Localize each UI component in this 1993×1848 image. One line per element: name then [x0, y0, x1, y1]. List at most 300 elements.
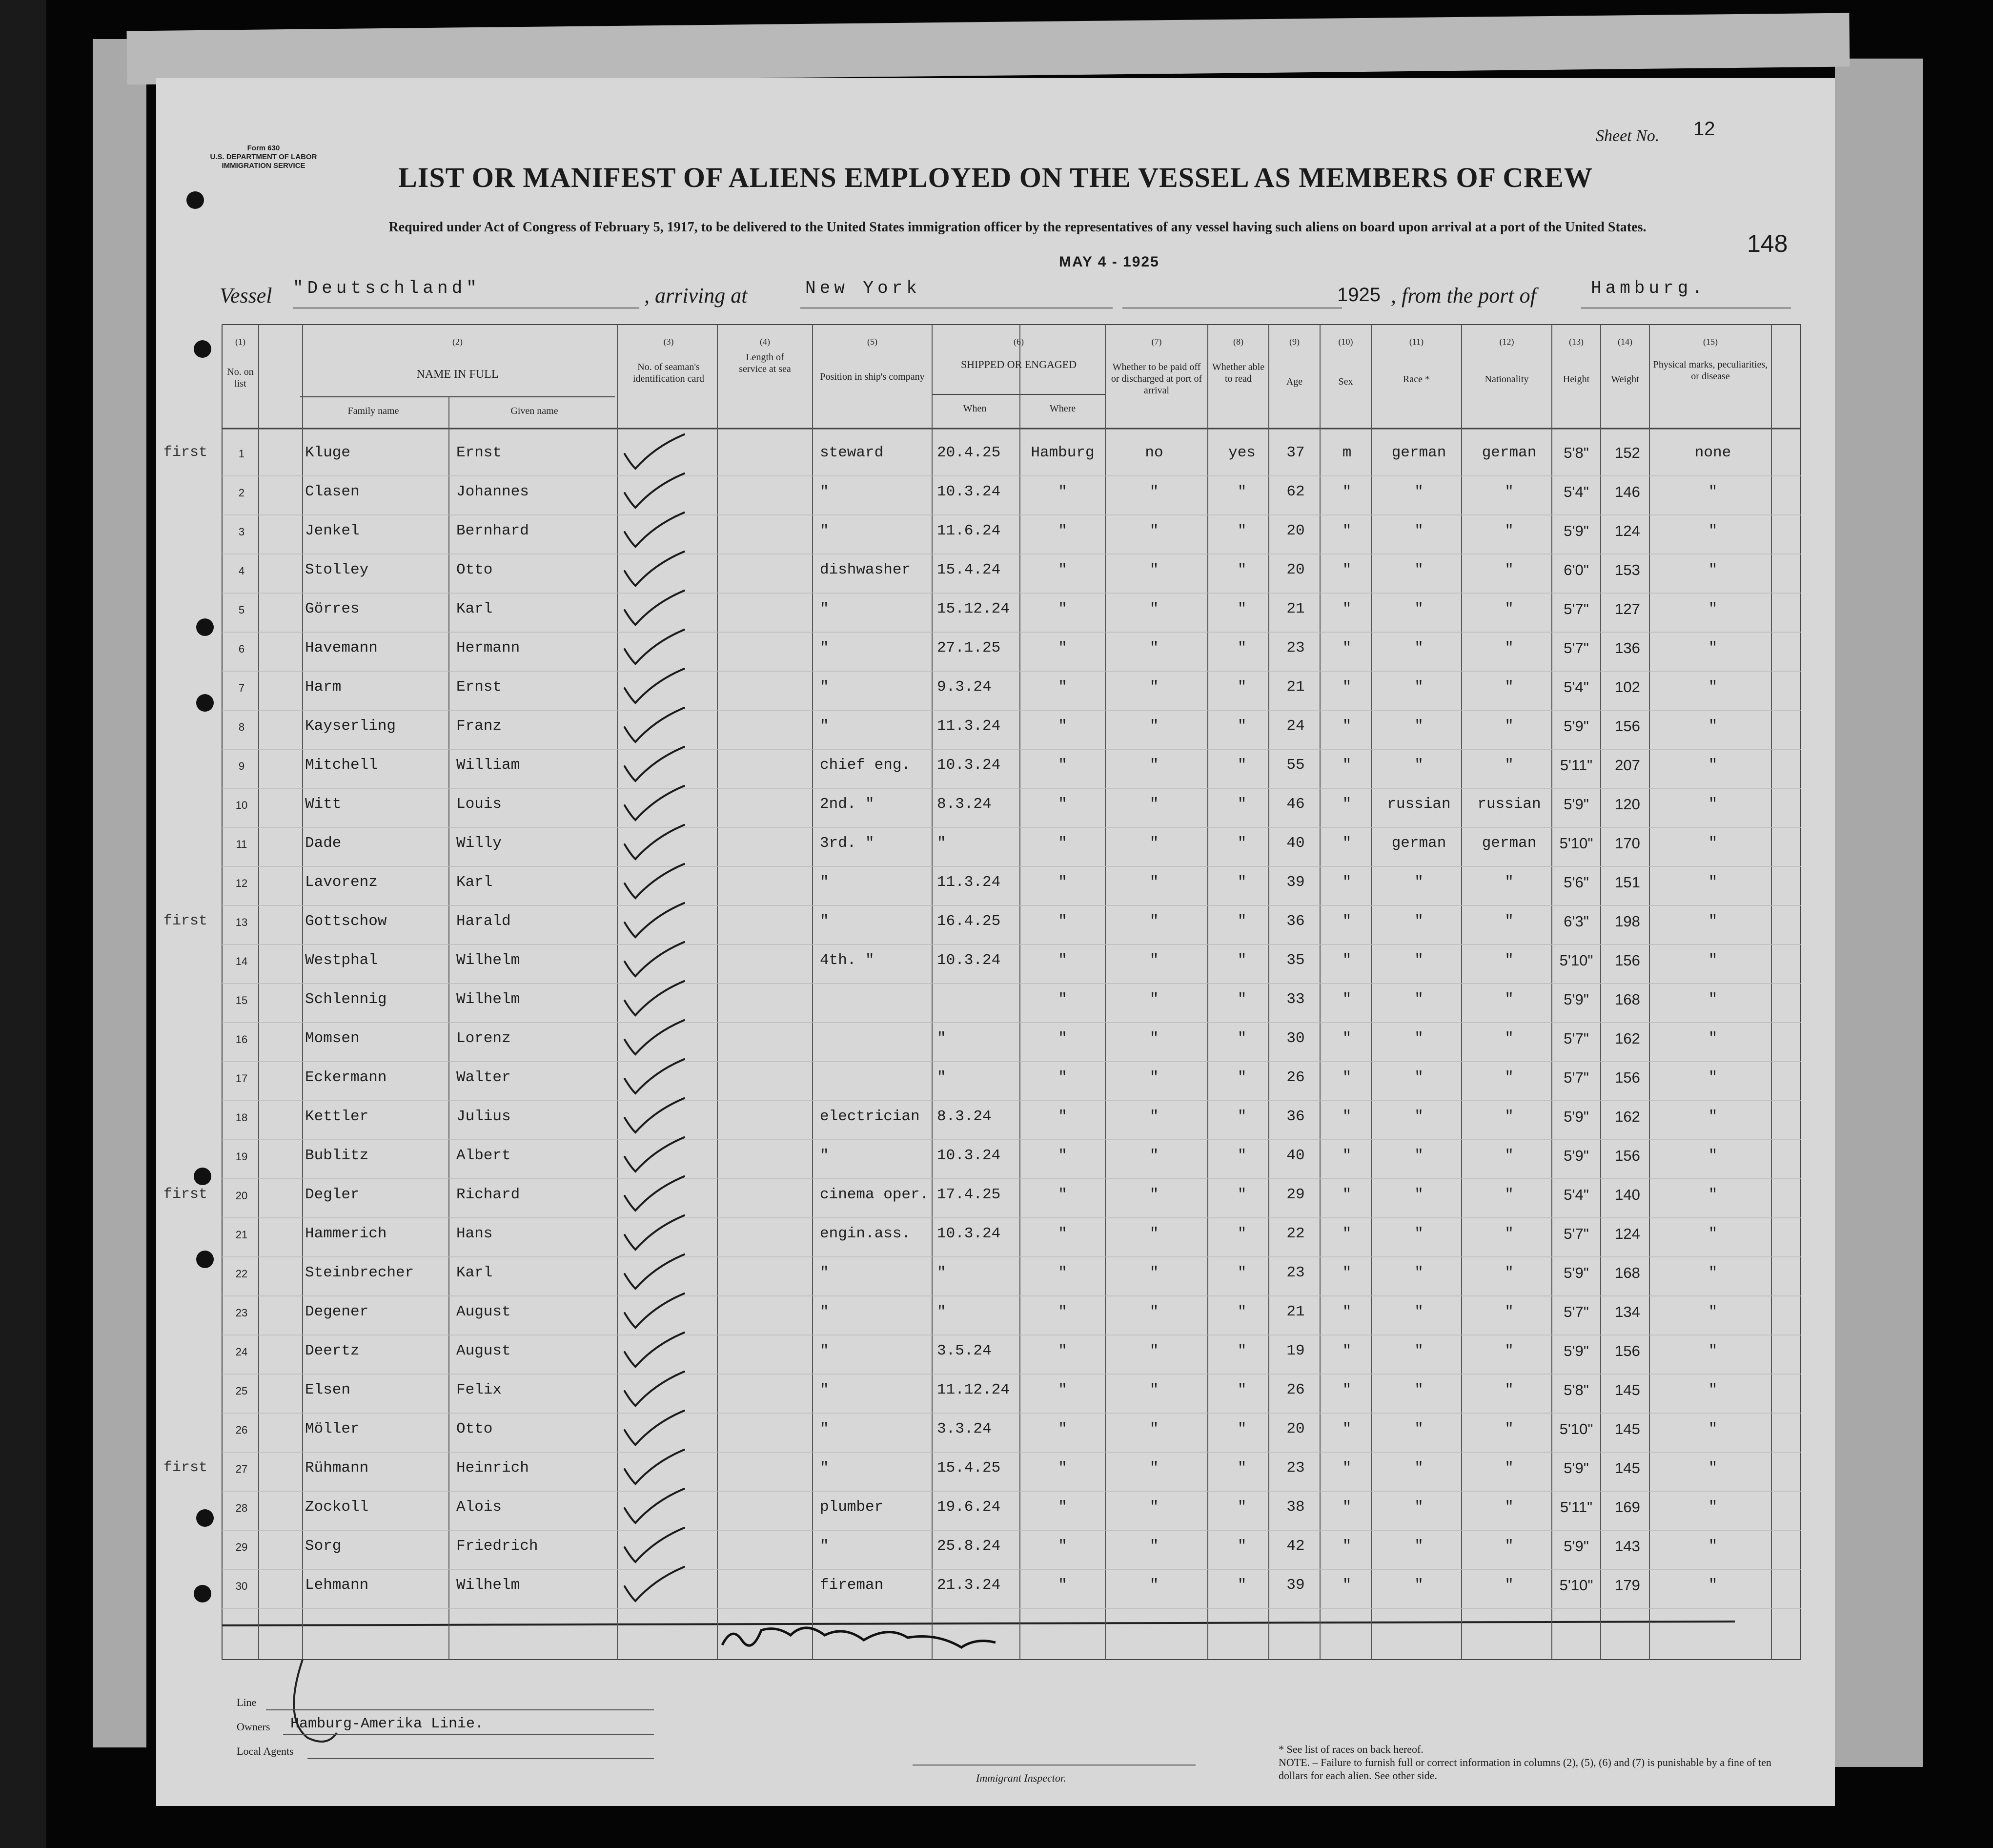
cell-paid: " [1149, 1381, 1159, 1398]
check-mark-icon [625, 1411, 684, 1445]
cell-marks: " [1708, 639, 1718, 657]
cell-age: 35 [1286, 952, 1305, 969]
cell-where: " [1058, 1459, 1067, 1477]
cell-sex: " [1342, 913, 1352, 930]
cell-race: " [1414, 952, 1424, 969]
check-mark-icon [625, 1020, 684, 1054]
cell-family: Mitchell [305, 757, 378, 774]
cell-marks: " [1708, 874, 1718, 891]
cell-marks: " [1708, 1538, 1718, 1555]
manifest-page [156, 78, 1835, 1806]
col11-number: (11) [1409, 337, 1424, 347]
cell-nat: " [1505, 1186, 1514, 1203]
cell-family: Degler [305, 1186, 360, 1203]
cell-no: 23 [235, 1307, 248, 1319]
cell-paid: " [1149, 1069, 1159, 1086]
cell-pos: " [820, 639, 829, 657]
cell-nat: " [1505, 1420, 1514, 1437]
cell-nat: " [1505, 1538, 1514, 1555]
cell-age: 22 [1286, 1225, 1305, 1242]
arrival-year: 1925 [1337, 284, 1381, 306]
cell-nat: " [1505, 1381, 1514, 1398]
cell-nat: " [1505, 1459, 1514, 1477]
cell-sex: " [1342, 1303, 1352, 1320]
cell-age: 39 [1286, 1577, 1305, 1594]
cell-pos: " [820, 678, 829, 696]
check-mark-icon [625, 747, 684, 781]
binder-hole [196, 618, 214, 636]
cell-height: 5'9" [1564, 1108, 1589, 1125]
cell-read: " [1237, 561, 1247, 578]
cell-age: 38 [1286, 1499, 1305, 1516]
cell-weight: 145 [1615, 1420, 1640, 1437]
cell-where: " [1058, 1342, 1067, 1359]
cell-nat: " [1505, 1225, 1514, 1242]
cell-pos: electrician [820, 1108, 920, 1125]
cell-weight: 124 [1615, 522, 1640, 539]
cell-paid: " [1149, 1499, 1159, 1516]
cell-read: " [1237, 600, 1247, 617]
cell-race: " [1414, 483, 1424, 500]
cell-height: 5'8" [1564, 444, 1589, 461]
cell-read: " [1237, 678, 1247, 696]
cell-age: 39 [1286, 874, 1305, 891]
cell-family: Kluge [305, 444, 351, 461]
cell-when: " [937, 835, 946, 852]
cell-height: 5'7" [1564, 600, 1589, 617]
cell-family: Lehmann [305, 1577, 369, 1594]
col8-header: Whether able to read [1212, 362, 1265, 384]
cell-marks: " [1708, 1420, 1718, 1437]
check-mark-icon [625, 1215, 684, 1250]
page-subtitle: Required under Act of Congress of February 5, 1917, to be delivered to the United States immigration officer by the representatives of any vessel having such aliens on board upon arrival at a port of the United States. [388, 220, 1647, 235]
binder-hole [194, 1168, 211, 1185]
cell-pos: 2nd. " [820, 796, 874, 813]
cell-paid: " [1149, 835, 1159, 852]
cell-weight: 151 [1615, 874, 1640, 891]
cell-weight: 143 [1615, 1538, 1640, 1555]
cell-no: 24 [235, 1346, 248, 1358]
cell-pos: " [820, 1420, 829, 1437]
cell-nat: " [1505, 561, 1514, 578]
cell-no: 20 [235, 1190, 248, 1202]
cell-no: 26 [235, 1424, 248, 1436]
cell-pos: " [820, 718, 829, 735]
cell-weight: 198 [1615, 913, 1640, 930]
cell-weight: 145 [1615, 1459, 1640, 1477]
cell-race: " [1414, 1108, 1424, 1125]
cell-race: " [1414, 1030, 1424, 1047]
col14-number: (14) [1618, 337, 1632, 347]
cell-race: " [1414, 1303, 1424, 1320]
cell-given: Johannes [456, 483, 529, 500]
cell-sex: " [1342, 1381, 1352, 1398]
cell-sex: " [1342, 1108, 1352, 1125]
cell-weight: 169 [1615, 1499, 1640, 1516]
cell-when: 15.12.24 [937, 600, 1010, 617]
cell-sex: " [1342, 874, 1352, 891]
check-mark-icon [625, 1567, 684, 1601]
cell-nat: " [1505, 757, 1514, 774]
penalty-note: NOTE. – Failure to furnish full or correct information in columns (2), (5), (6) and (7) is punishable by a fine of ten dollars for each alien. See other side. [1279, 1756, 1771, 1782]
margin-note: first [163, 1459, 208, 1476]
cell-when: 27.1.25 [937, 639, 1001, 657]
cell-weight: 156 [1615, 1147, 1640, 1164]
cell-no: 1 [238, 448, 245, 460]
cell-height: 5'9" [1564, 991, 1589, 1008]
cell-where: " [1058, 1030, 1067, 1047]
cell-where: " [1058, 835, 1067, 852]
cell-paid: " [1149, 522, 1159, 539]
cell-sex: " [1342, 1499, 1352, 1516]
cell-paid: " [1149, 1459, 1159, 1477]
cell-where: " [1058, 1108, 1067, 1125]
cell-pos: " [820, 1342, 829, 1359]
cell-when: 21.3.24 [937, 1577, 1001, 1594]
cell-sex: " [1342, 1147, 1352, 1164]
cell-marks: " [1708, 1225, 1718, 1242]
stamp-number: 148 [1747, 230, 1788, 257]
check-mark-icon [625, 1294, 684, 1328]
cell-marks: " [1708, 1069, 1718, 1086]
cell-weight: 140 [1615, 1186, 1640, 1203]
cell-paid: " [1149, 561, 1159, 578]
cell-read: " [1237, 1538, 1247, 1555]
cell-race: " [1414, 991, 1424, 1008]
cell-weight: 146 [1615, 483, 1640, 500]
cell-age: 26 [1286, 1069, 1305, 1086]
cell-given: Albert [456, 1147, 511, 1164]
cell-where: " [1058, 757, 1067, 774]
cell-family: Momsen [305, 1030, 360, 1047]
cell-family: Stolley [305, 561, 369, 578]
cell-family: Havemann [305, 639, 378, 657]
cell-paid: " [1149, 874, 1159, 891]
col7-number: (7) [1151, 337, 1162, 347]
cell-height: 5'9" [1564, 1342, 1589, 1359]
cell-sex: " [1342, 483, 1352, 500]
cell-when: 10.3.24 [937, 483, 1001, 500]
cell-pos: " [820, 1381, 829, 1398]
cell-family: Witt [305, 796, 342, 813]
cell-height: 5'7" [1564, 1069, 1589, 1086]
cell-sex: " [1342, 522, 1352, 539]
cell-no: 30 [235, 1580, 248, 1592]
arrival-port: New York [805, 278, 921, 298]
cell-sex: " [1342, 835, 1352, 852]
cell-read: " [1237, 1577, 1247, 1594]
cell-race: " [1414, 639, 1424, 657]
cell-pos: " [820, 600, 829, 617]
col1-header: No. on list [227, 367, 254, 389]
check-mark-icon [625, 708, 684, 742]
cell-when: 25.8.24 [937, 1538, 1001, 1555]
cell-family: Möller [305, 1420, 360, 1437]
cell-weight: 120 [1615, 796, 1640, 813]
footer-note [1279, 1743, 1801, 1782]
cell-paid: " [1149, 991, 1159, 1008]
col12-header: Nationality [1485, 374, 1529, 385]
col10-number: (10) [1338, 337, 1353, 347]
cell-family: Kettler [305, 1108, 369, 1125]
cell-read: " [1237, 1264, 1247, 1281]
cell-paid: no [1145, 444, 1163, 461]
cell-race: " [1414, 1186, 1424, 1203]
col3-header: No. of seaman's identification card [632, 362, 705, 384]
cell-sex: " [1342, 1577, 1352, 1594]
departure-port: Hamburg. [1591, 278, 1707, 298]
cell-marks: " [1708, 991, 1718, 1008]
cell-height: 5'4" [1564, 483, 1589, 500]
cell-race: " [1414, 1459, 1424, 1477]
sheet-label: Sheet No. [1596, 127, 1660, 145]
cell-no: 14 [235, 955, 248, 967]
cell-given: Hans [456, 1225, 493, 1242]
cell-paid: " [1149, 1303, 1159, 1320]
cell-race: " [1414, 1069, 1424, 1086]
check-mark-icon [625, 669, 684, 703]
cell-pos: chief eng. [820, 757, 911, 774]
cell-read: " [1237, 1030, 1247, 1047]
cell-age: 62 [1286, 483, 1305, 500]
cell-pos: " [820, 1459, 829, 1477]
cell-sex: m [1342, 444, 1352, 461]
cell-age: 21 [1286, 600, 1305, 617]
cell-height: 5'7" [1564, 1030, 1589, 1047]
cell-weight: 145 [1615, 1381, 1640, 1398]
cell-no: 21 [235, 1229, 248, 1241]
cell-pos: 4th. " [820, 952, 874, 969]
cell-age: 37 [1286, 444, 1305, 461]
cell-nat: " [1505, 913, 1514, 930]
cell-given: Bernhard [456, 522, 529, 539]
check-mark-icon [625, 1489, 684, 1523]
check-mark-icon [625, 864, 684, 898]
cell-where: " [1058, 718, 1067, 735]
cell-when: 3.5.24 [937, 1342, 992, 1359]
cell-marks: " [1708, 1381, 1718, 1398]
cell-given: Julius [456, 1108, 511, 1125]
cell-given: Lorenz [456, 1030, 511, 1047]
cell-family: Rühmann [305, 1459, 369, 1477]
check-mark-icon [625, 1098, 684, 1132]
cell-family: Schlennig [305, 991, 387, 1008]
cell-read: " [1237, 1069, 1247, 1086]
check-mark-icon [625, 1528, 684, 1562]
cell-pos: cinema oper. [820, 1186, 929, 1203]
cell-given: Willy [456, 835, 502, 852]
cell-height: 5'9" [1564, 796, 1589, 813]
cell-weight: 102 [1615, 678, 1640, 696]
cell-sex: " [1342, 1538, 1352, 1555]
cell-given: Felix [456, 1381, 502, 1398]
cell-pos: fireman [820, 1577, 884, 1594]
cell-family: Hammerich [305, 1225, 387, 1242]
cell-age: 19 [1286, 1342, 1305, 1359]
underlying-page-top [127, 13, 1850, 85]
cell-no: 10 [235, 799, 248, 811]
cell-age: 33 [1286, 991, 1305, 1008]
cell-when: 10.3.24 [937, 757, 1001, 774]
col2-family-header: Family name [347, 406, 399, 416]
check-mark-icon [625, 1333, 684, 1367]
check-mark-icon [625, 1254, 684, 1289]
sheet-number: 12 [1693, 118, 1715, 140]
cell-read: " [1237, 1225, 1247, 1242]
cell-height: 5'10" [1559, 1577, 1593, 1594]
cell-sex: " [1342, 718, 1352, 735]
cell-height: 5'8" [1564, 1381, 1589, 1398]
cell-height: 5'10" [1559, 952, 1593, 969]
cell-no: 29 [235, 1541, 248, 1553]
cell-age: 23 [1286, 639, 1305, 657]
cell-weight: 156 [1615, 1069, 1640, 1086]
cell-read: " [1237, 1420, 1247, 1437]
cell-marks: " [1708, 522, 1718, 539]
cell-marks: " [1708, 561, 1718, 578]
cell-where: " [1058, 600, 1067, 617]
cell-pos: plumber [820, 1499, 884, 1516]
cell-given: Richard [456, 1186, 520, 1203]
cell-pos: " [820, 1264, 829, 1281]
cell-family: Jenkel [305, 522, 360, 539]
cell-height: 5'10" [1559, 835, 1593, 852]
binder-hole [194, 1585, 211, 1602]
cell-age: 42 [1286, 1538, 1305, 1555]
cell-where: " [1058, 1420, 1067, 1437]
cell-paid: " [1149, 1264, 1159, 1281]
cell-sex: " [1342, 1342, 1352, 1359]
cell-marks: " [1708, 1186, 1718, 1203]
cell-paid: " [1149, 1538, 1159, 1555]
cell-pos: engin.ass. [820, 1225, 911, 1242]
cell-no: 17 [235, 1072, 248, 1085]
cell-given: Karl [456, 1264, 493, 1281]
line-label: Line [237, 1696, 257, 1708]
signature-inspector [722, 1628, 996, 1647]
owners-label: Owners [237, 1721, 270, 1733]
cell-race: " [1414, 678, 1424, 696]
cell-given: Wilhelm [456, 991, 520, 1008]
cell-read: " [1237, 757, 1247, 774]
cell-no: 28 [235, 1502, 248, 1514]
col14-header: Weight [1611, 374, 1639, 385]
cell-weight: 170 [1615, 835, 1640, 852]
cell-height: 5'11" [1560, 1499, 1593, 1516]
col4-header: Length of service at sea [739, 352, 791, 374]
check-mark-icon [625, 942, 684, 976]
cell-sex: " [1342, 600, 1352, 617]
cell-height: 5'6" [1564, 874, 1589, 891]
cell-paid: " [1149, 678, 1159, 696]
cell-age: 40 [1286, 835, 1305, 852]
cell-weight: 162 [1615, 1108, 1640, 1125]
from-label: , from the port of [1391, 284, 1536, 308]
cell-height: 5'11" [1560, 757, 1593, 774]
col1-number: (1) [235, 337, 245, 347]
cell-read: " [1237, 1147, 1247, 1164]
cell-nat: " [1505, 991, 1514, 1008]
cell-marks: " [1708, 483, 1718, 500]
cell-age: 36 [1286, 913, 1305, 930]
cell-read: " [1237, 1381, 1247, 1398]
cell-nat: german [1482, 835, 1537, 852]
cell-marks: none [1694, 444, 1731, 461]
cell-family: Görres [305, 600, 360, 617]
cell-paid: " [1149, 913, 1159, 930]
cell-marks: " [1708, 1030, 1718, 1047]
cell-pos: " [820, 522, 829, 539]
cell-paid: " [1149, 1186, 1159, 1203]
cell-when: 15.4.24 [937, 561, 1001, 578]
cell-weight: 124 [1615, 1225, 1640, 1242]
cell-no: 4 [238, 565, 245, 577]
cell-where: " [1058, 913, 1067, 930]
cell-marks: " [1708, 678, 1718, 696]
cell-where: " [1058, 991, 1067, 1008]
cell-sex: " [1342, 1030, 1352, 1047]
col2-given-header: Given name [510, 406, 558, 416]
cell-age: 20 [1286, 1420, 1305, 1437]
cell-weight: 153 [1615, 561, 1640, 578]
col5-number: (5) [867, 337, 877, 347]
cell-age: 21 [1286, 1303, 1305, 1320]
col3-number: (3) [663, 337, 674, 347]
cell-paid: " [1149, 1225, 1159, 1242]
cell-marks: " [1708, 1342, 1718, 1359]
cell-given: Harald [456, 913, 511, 930]
cell-nat: " [1505, 874, 1514, 891]
cell-given: Otto [456, 561, 493, 578]
cell-nat: " [1505, 1303, 1514, 1320]
cell-height: 5'7" [1564, 639, 1589, 657]
col2-number: (2) [452, 337, 463, 347]
cell-race: " [1414, 1538, 1424, 1555]
cell-nat: " [1505, 1577, 1514, 1594]
cell-when: 9.3.24 [937, 678, 992, 696]
binder-hole [194, 340, 211, 358]
check-mark-icon [625, 591, 684, 625]
binder-hole [196, 1251, 214, 1268]
binder-hole [186, 191, 204, 209]
cell-sex: " [1342, 991, 1352, 1008]
cell-family: Harm [305, 678, 342, 696]
cell-weight: 162 [1615, 1030, 1640, 1047]
cell-height: 5'9" [1564, 1147, 1589, 1164]
cell-height: 5'7" [1564, 1303, 1589, 1320]
col6-when-header: When [963, 403, 987, 414]
cell-race: " [1414, 1264, 1424, 1281]
cell-race: german [1391, 444, 1446, 461]
cell-paid: " [1149, 600, 1159, 617]
cell-age: 36 [1286, 1108, 1305, 1125]
cell-paid: " [1149, 483, 1159, 500]
cell-marks: " [1708, 1459, 1718, 1477]
cell-no: 18 [235, 1111, 248, 1124]
cell-sex: " [1342, 561, 1352, 578]
cell-read: " [1237, 796, 1247, 813]
cell-no: 6 [238, 643, 245, 655]
cell-given: Ernst [456, 678, 502, 696]
cell-no: 5 [238, 604, 245, 616]
cell-no: 13 [235, 916, 248, 928]
col13-number: (13) [1569, 337, 1584, 347]
cell-given: Louis [456, 796, 502, 813]
cell-age: 40 [1286, 1147, 1305, 1164]
col2-header: NAME IN FULL [416, 368, 499, 381]
cell-read: " [1237, 1303, 1247, 1320]
cell-sex: " [1342, 796, 1352, 813]
